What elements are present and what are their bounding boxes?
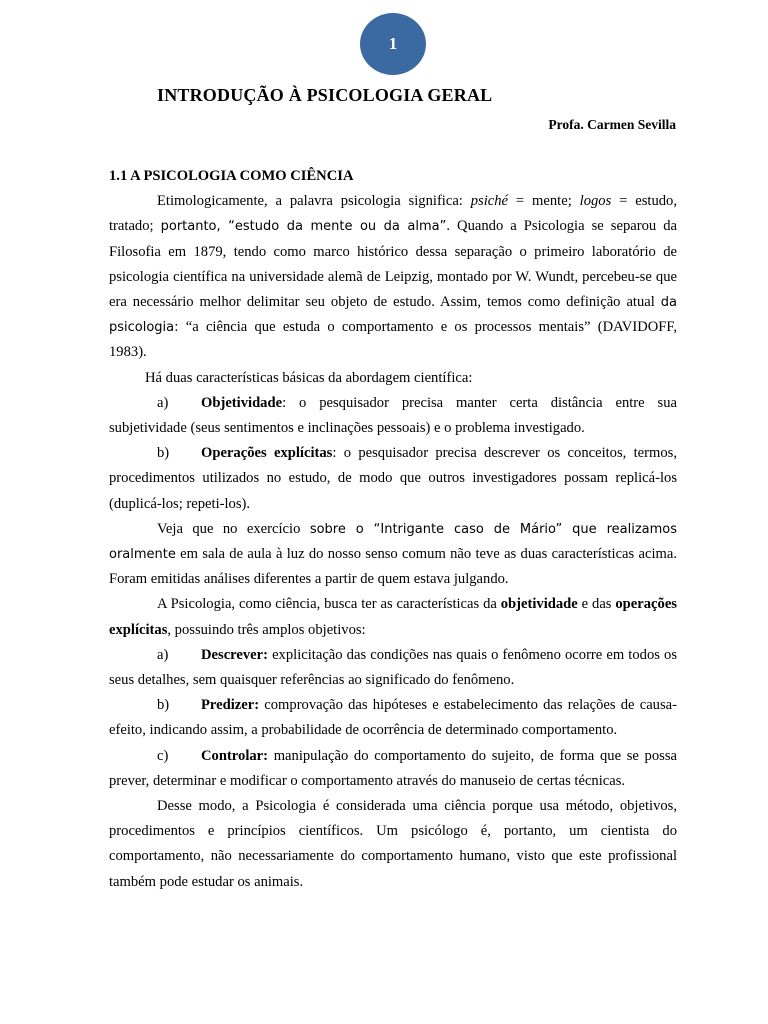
list-text: explicitação das condições nas quais o fenômeno ocorre em todos os seus detalhes, sem quaisquer referências ao significado do fenômeno. bbox=[109, 646, 677, 689]
list-label: b) bbox=[157, 697, 170, 714]
text: Etimologicamente, a palavra psicologia significa: bbox=[157, 193, 471, 210]
list-item bbox=[109, 643, 677, 693]
list-term: Operações explícitas bbox=[201, 445, 333, 462]
text: , possuindo três amplos objetivos: bbox=[167, 621, 366, 638]
list-item bbox=[109, 693, 677, 743]
page-title: INTRODUÇÃO À PSICOLOGIA GERAL bbox=[157, 85, 493, 105]
term-logos: logos bbox=[579, 193, 612, 210]
text: A Psicologia, como ciência, busca ter as características da bbox=[157, 596, 501, 613]
list-text: manipulação do comportamento do sujeito, de forma que se possa prever, determinar e modificar o comportamento através do manuseio de certas técnicas. bbox=[109, 747, 677, 789]
section-heading: 1.1 A PSICOLOGIA COMO CIÊNCIA bbox=[109, 168, 354, 184]
paragraph-exercise bbox=[109, 517, 677, 593]
list-term: Controlar: bbox=[201, 747, 269, 764]
text: em sala de aula à luz do nosso senso comum não teve as duas características acima. Foram emitidas análises diferentes a partir de quem estava julgando. bbox=[109, 546, 677, 588]
text: = mente; bbox=[508, 193, 580, 210]
text: portanto, “estudo da mente ou da alma” bbox=[160, 219, 447, 235]
text: sobre o “Intrigante caso de Mário” que realizamos oralmente bbox=[109, 521, 678, 563]
list-term: Predizer: bbox=[201, 697, 260, 714]
text: = estudo, tratado; bbox=[109, 193, 678, 235]
page-number-badge: 1 bbox=[360, 13, 426, 75]
list-item bbox=[109, 441, 677, 517]
list-item bbox=[109, 391, 677, 441]
paragraph-characteristics-intro: Há duas características básicas da abordagem científica: bbox=[145, 369, 473, 386]
list-term: Objetividade bbox=[201, 394, 283, 411]
text: e das bbox=[577, 596, 616, 613]
text: . Quando a Psicologia se separou da Filosofia em 1879, tendo como marco histórico dessa separação o primeiro laboratório de psicologia científica na universidade alemã de Leipzig, montado por W. Wundt, percebeu-se que era necessário melhor delimitar seu objeto de estudo. Assim, temos como definição atual bbox=[109, 218, 677, 311]
text: operações explícitas bbox=[109, 596, 677, 638]
list-term: Descrever: bbox=[201, 646, 268, 663]
paragraph-conclusion: Desse modo, a Psicologia é considerada uma ciência porque usa método, objetivos, procedimentos e princípios científicos. Um psicólogo é, portanto, um cientista do comportamento, não necessariamente do comportamento humano, visto que este profissional também pode estudar os animais. bbox=[109, 798, 677, 890]
document-body bbox=[109, 164, 677, 895]
text: “a ciência que estuda o comportamento e os processos mentais” (DAVIDOFF, 1983). bbox=[109, 319, 677, 361]
list-label: a) bbox=[157, 646, 169, 663]
paragraph-definition bbox=[109, 189, 677, 365]
list-item bbox=[109, 744, 677, 794]
term-psiche: psiché bbox=[470, 193, 509, 210]
list-label: c) bbox=[157, 747, 169, 764]
author-name: Profa. Carmen Sevilla bbox=[548, 117, 676, 132]
paragraph-objectives-intro bbox=[109, 592, 677, 642]
text: objetividade bbox=[500, 596, 578, 613]
list-text: comprovação das hipóteses e estabelecimento das relações de causa-efeito, indicando assim, a probabilidade de ocorrência de determinado comportamento. bbox=[109, 697, 677, 739]
list-label: a) bbox=[157, 394, 169, 411]
text: da psicologia: bbox=[109, 295, 677, 336]
text: Veja que no exercício bbox=[157, 520, 310, 537]
list-label: b) bbox=[157, 445, 170, 462]
list-text: : o pesquisador precisa manter certa distância entre sua subjetividade (seus sentimentos e inclinações pessoais) e o problema investigado. bbox=[109, 394, 677, 437]
list-text: : o pesquisador precisa descrever os conceitos, termos, procedimentos utilizados no estudo, de modo que outros investigadores possam replicá-los (duplicá-los; repeti-los). bbox=[109, 445, 677, 512]
